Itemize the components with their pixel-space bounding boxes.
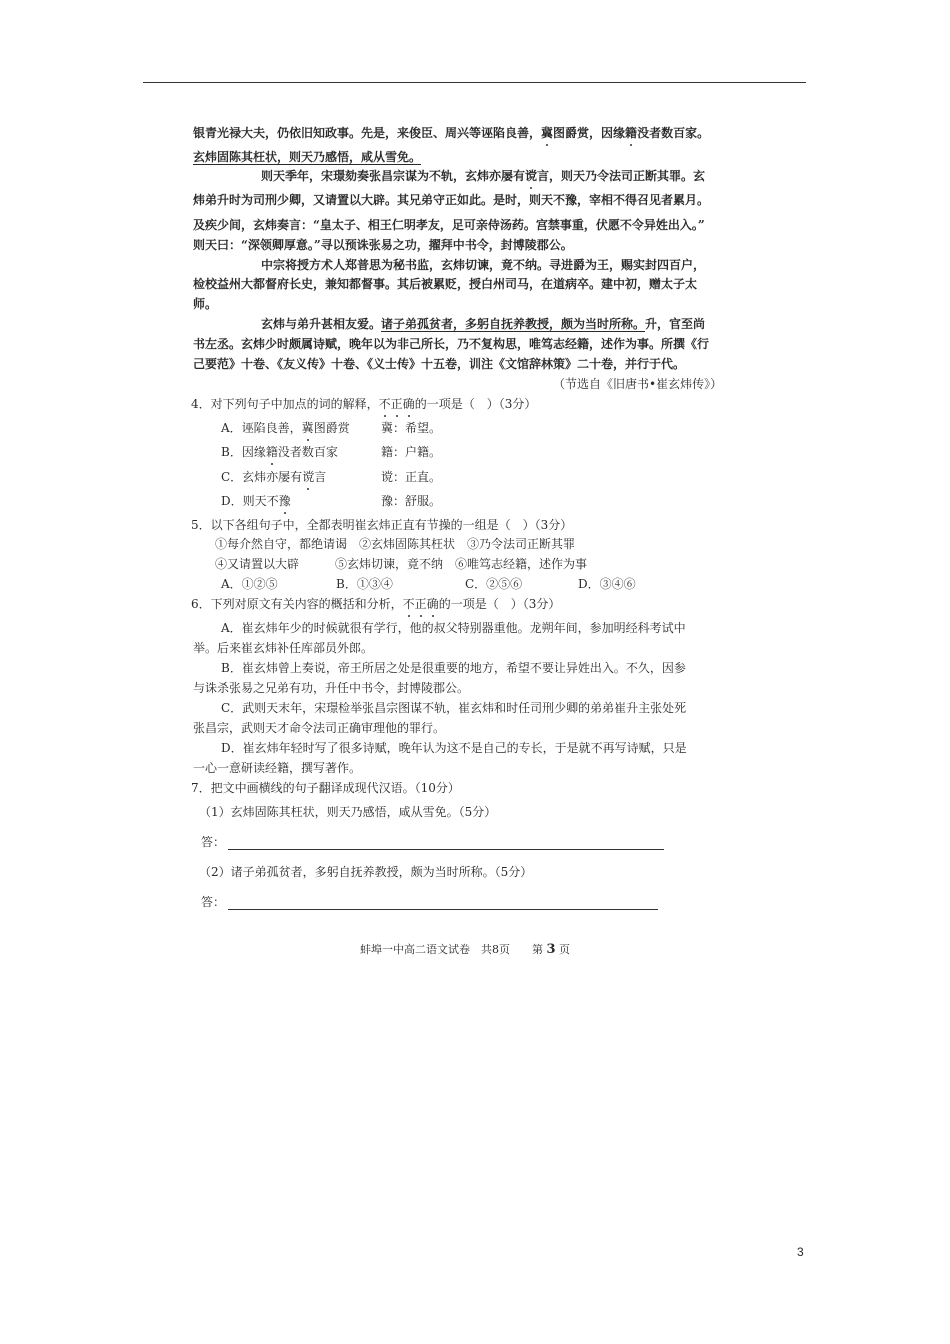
question-4-option-a — [221, 418, 350, 438]
question-5-option-a: A．①②⑤ — [221, 577, 278, 591]
dotted-word: 正 — [391, 394, 403, 414]
passage-line: 书左丞。玄炜少时颇属诗赋，晚年以为非己所长，乃不复构思，唯笃志经籍，述作为事。所撰《行 — [193, 337, 710, 351]
dotted-word: 不 — [379, 394, 391, 414]
dotted-word: 确 — [427, 594, 439, 614]
question-6-option-c: C．武则天末年，宋璟检举张昌宗图谋不轨，崔玄炜和时任司刑少卿的弟弟崔升主张处死 — [221, 701, 687, 715]
question-6-option-d: D．崔玄炜年轻时写了很多诗赋，晚年认为这不是自己的专长，于是就不再写诗赋，只是 — [221, 741, 687, 755]
option-text: 言 — [314, 470, 327, 484]
question-6-option-d-cont: 一心一意研读经籍，撰写著作。 — [193, 761, 362, 775]
dotted-word: 冀 — [541, 123, 553, 143]
footer-text: 蚌埠一中高二语文试卷 共8页 第 — [360, 943, 543, 956]
passage-text: 银青光禄大夫，仍依旧知政事。先是，来俊臣、周兴等诬陷良善， — [193, 126, 542, 140]
underlined-sentence-2: 诸子弟孤贫者，多躬自抚养教授，颇为当时所称。 — [381, 317, 646, 331]
dotted-word: 确 — [403, 394, 415, 414]
passage-line — [261, 166, 705, 186]
stem-text: 6．下列对原文有关内容的概括和分析， — [191, 597, 403, 611]
question-4-option-a-explanation: 冀：希望。 — [381, 421, 442, 435]
passage-text: 则天季年，宋璟劾奏张昌宗谋为不轨，玄炜亦屡有 — [261, 169, 526, 183]
passage-line: 检校益州大都督府长史，兼知都督事。其后被累贬，授白州司马，在道病卒。建中初，赠太子太 — [193, 277, 698, 291]
passage-text: 玄炜与弟升甚相友爱。 — [261, 317, 382, 331]
passage-line: 则天曰：“深领卿厚意。”寻以预诛张易之功，擢拜中书令，封博陵郡公。 — [193, 238, 573, 252]
dotted-word: 谠 — [302, 467, 314, 487]
passage-line — [193, 123, 709, 143]
passage-line: 炜弟升时为司刑少卿，又请置以大辟。其兄弟守正如此。是时，则天不豫，宰相不得召见者累月。 — [193, 193, 710, 207]
question-4-option-b — [221, 442, 338, 462]
passage-text: 升，官至尚 — [645, 317, 706, 331]
option-text: C．玄炜亦屡有 — [221, 470, 303, 484]
question-7-stem: 7．把文中画横线的句子翻译成现代汉语。（10分） — [191, 781, 460, 795]
option-text: 图爵赏 — [313, 421, 350, 435]
stem-text: 的一项是（ ）（3分） — [414, 397, 537, 411]
question-5-option-d: D．③④⑥ — [578, 577, 636, 591]
stem-text: 4．对下列句子中加点的词的解释， — [191, 397, 379, 411]
question-5-row-2: ④又请置以大辟 ⑤玄炜切谏，竟不纳 ⑥唯笃志经籍，述作为事 — [215, 557, 588, 571]
dotted-word: 冀 — [302, 418, 314, 438]
question-4-stem — [191, 394, 536, 414]
header-rule — [143, 82, 806, 83]
passage-line: 己要范》十卷、《友义传》十卷、《义士传》十五卷，训注《文馆辞林策》二十卷，并行于代。 — [193, 357, 686, 371]
dotted-word: 籍 — [266, 442, 278, 462]
footer-suffix: 页 — [559, 943, 571, 956]
question-6-option-b-cont: 与诛杀张易之兄弟有功，升任中书令，封博陵郡公。 — [193, 681, 470, 695]
dotted-word: 谠 — [525, 166, 537, 186]
passage-text: 没者数百家。 — [637, 126, 710, 140]
answer-label-2: 答： — [201, 895, 226, 909]
dotted-word: 不 — [403, 594, 415, 614]
source-citation: （节选自《旧唐书•崔玄炜传》） — [553, 377, 723, 391]
footer-page-number: 3 — [546, 942, 556, 957]
question-4-option-d — [221, 491, 291, 511]
question-6-option-c-cont: 张昌宗，武则天才命令法司正确审理他的罪行。 — [193, 721, 446, 735]
page-number: 3 — [797, 1245, 804, 1259]
question-6-option-a: A．崔玄炜年少的时候就很有学行，他的叔父特别器重他。龙朔年间，参加明经科考试中 — [221, 621, 686, 635]
option-text: A．诬陷良善， — [221, 421, 302, 435]
underlined-sentence-1: 玄炜固陈其枉状，则天乃感悟，咸从雪免。 — [193, 150, 422, 164]
option-text: 没者数百家 — [277, 445, 338, 459]
question-6-option-b: B．崔玄炜曾上奏说，帝王所居之处是很重要的地方，希望不要让异姓出入。不久，因参 — [221, 661, 686, 675]
question-7-sentence-1: （1）玄炜固陈其枉状，则天乃感悟，咸从雪免。（5分） — [199, 805, 497, 819]
passage-line: 师。 — [193, 297, 218, 311]
dotted-word: 豫 — [279, 491, 291, 511]
question-4-option-b-explanation: 籍：户籍。 — [381, 445, 442, 459]
question-6-stem — [191, 594, 560, 614]
question-6-option-a-cont: 举。后来崔玄炜补任库部员外郎。 — [193, 641, 374, 655]
passage-line: 及疾少间，玄炜奏言：“皇太子、相王仁明孝友，足可亲侍汤药。宫禁事重，伏愿不令异姓出入。” — [193, 218, 705, 232]
question-5-row-1: ①每介然自守，都绝请谒 ②玄炜固陈其枉状 ③乃令法司正断其罪 — [215, 537, 576, 551]
question-4-option-c — [221, 467, 326, 487]
question-5-stem: 5．以下各组句子中，全都表明崔玄炜正直有节操的一组是（ ）（3分） — [191, 518, 573, 532]
option-text: D．则天不 — [221, 494, 279, 508]
question-7-sentence-2: （2）诸子弟孤贫者，多躬自抚养教授，颇为当时所称。（5分） — [199, 865, 533, 879]
dotted-word: 正 — [415, 594, 427, 614]
answer-label-1: 答： — [201, 835, 226, 849]
option-text: B．因缘 — [221, 445, 266, 459]
answer-field-2[interactable] — [228, 909, 658, 910]
passage-line: 中宗将授方术人郑普思为秘书监，玄炜切谏，竟不纳。寻进爵为王，赐实封四百户， — [261, 258, 706, 272]
passage-text: 图爵赏，因缘 — [553, 126, 626, 140]
question-4-option-c-explanation: 谠：正直。 — [381, 470, 442, 484]
dotted-word: 籍 — [625, 123, 637, 143]
passage-line — [261, 314, 705, 334]
page-footer — [360, 940, 570, 960]
answer-field-1[interactable] — [228, 849, 664, 850]
question-5-option-c: C．②⑤⑥ — [465, 577, 523, 591]
stem-text: 的一项是（ ）（3分） — [438, 597, 561, 611]
passage-text: 言，则天乃令法司正断其罪。玄 — [537, 169, 706, 183]
question-4-option-d-explanation: 豫：舒服。 — [381, 494, 442, 508]
question-5-option-b: B．①③④ — [336, 577, 393, 591]
